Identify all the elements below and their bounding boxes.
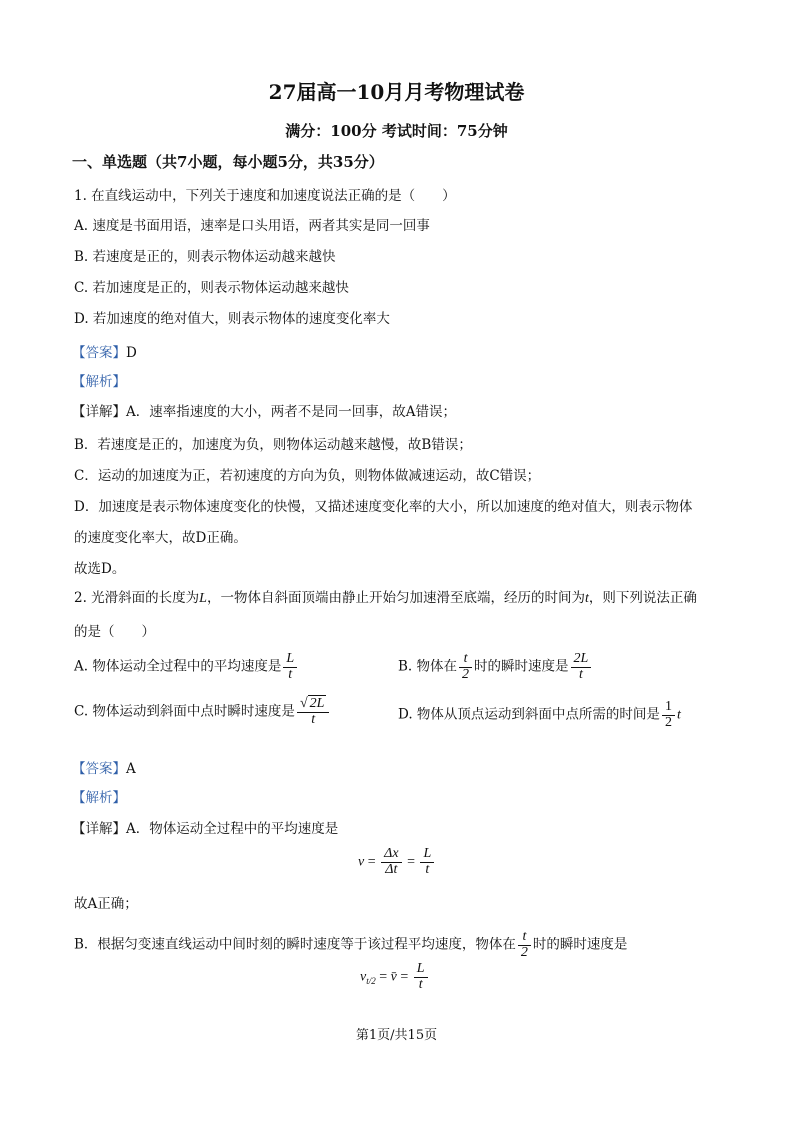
q1-stem: 1. 在直线运动中，下列关于速度和加速度说法正确的是（ ） (74, 188, 456, 204)
radicand: 2L (309, 696, 325, 711)
option-text: C. 物体运动到斜面中点时瞬时速度是 (74, 703, 295, 720)
var-L: L (199, 591, 207, 606)
q1-detail-d2: 的速度变化率大，故D正确。 (74, 530, 247, 546)
option-text: A. 物体运动全过程中的平均速度是 (74, 658, 282, 675)
q1-detail-b: B．若速度是正的，加速度为负，则物体运动越来越慢，故B错误； (74, 437, 472, 453)
q2-option-c (74, 697, 331, 727)
equals: = (400, 969, 409, 985)
detail-text: 时的瞬时速度是 (532, 936, 628, 953)
numerator: t (459, 652, 472, 668)
formula-midtime-velocity (360, 962, 430, 992)
denominator: t (311, 711, 316, 727)
answer-value: D (126, 345, 137, 361)
stem-text: ，一物体自斜面顶端由静止开始匀加速滑至底端，经历的时间为 (206, 590, 585, 606)
denominator: Δt (385, 861, 398, 877)
denominator: t (418, 976, 423, 992)
q1-analysis-tag: 【解析】 (72, 374, 126, 390)
option-text: 时的瞬时速度是 (474, 658, 569, 675)
fraction-t-over-2 (459, 652, 472, 682)
q2-option-d (398, 700, 681, 730)
q2-detail-b (74, 930, 627, 960)
denominator: t (288, 666, 293, 682)
q1-detail-c: C．运动的加速度为正，若初速度的方向为负，则物体做减速运动，故C错误； (74, 468, 541, 484)
numerator: L (283, 652, 297, 668)
page-footer: 第1页/共15页 (355, 1028, 438, 1043)
denominator: 2 (520, 944, 528, 960)
detail-tag: 【详解】 (72, 821, 126, 837)
subscript-den: 2 (371, 976, 376, 987)
detail-text: B．根据匀变速直线运动中间时刻的瞬时速度等于该过程平均速度，物体在 (74, 936, 516, 953)
q2-analysis-tag: 【解析】 (72, 790, 126, 806)
q1-answer (72, 341, 137, 361)
q1-detail-d1: D．加速度是表示物体速度变化的快慢，又描述速度变化率的大小，所以加速度的绝对值大，则表示物体 (74, 499, 693, 515)
q1-detail-a (72, 400, 456, 420)
q2-option-a (74, 652, 299, 682)
answer-value: A (126, 761, 136, 777)
answer-tag: 【答案】 (72, 345, 126, 361)
var-t: t (584, 591, 589, 606)
q1-option-a: A. 速度是书面用语，速率是口头用语，两者其实是同一回事 (74, 218, 430, 234)
stem-text: 2. 光滑斜面的长度为 (74, 590, 200, 606)
fraction-L-over-t (283, 652, 297, 682)
fraction-dx-over-dt (381, 847, 401, 877)
q1-option-c: C. 若加速度是正的，则表示物体运动越来越快 (74, 280, 349, 296)
equals: = (367, 854, 376, 870)
detail-tag: 【详解】 (72, 404, 126, 420)
q2-option-b (398, 652, 593, 682)
q1-option-d: D. 若加速度的绝对值大，则表示物体的速度变化率大 (74, 311, 390, 327)
numerator: 1 (662, 700, 675, 716)
equals: = (379, 969, 388, 985)
q2-stem-line2: 的是（ ） (74, 624, 155, 640)
answer-tag: 【答案】 (72, 761, 126, 777)
fraction-L-over-t (414, 962, 428, 992)
numerator: L (420, 847, 434, 863)
numerator: L (414, 962, 428, 978)
denominator: t (425, 861, 430, 877)
stem-text: ，则下列说法正确 (588, 590, 697, 606)
numerator: 2L (571, 652, 592, 668)
denominator: 2 (664, 714, 672, 730)
subscript: t/2 (366, 976, 376, 987)
fraction-1-over-2 (662, 700, 675, 730)
q2-stem-line1 (74, 586, 697, 607)
var-v: v (360, 969, 367, 985)
var-vbar: v̄ (390, 969, 397, 985)
numerator: t (518, 930, 531, 946)
var-t: t (676, 707, 681, 723)
q2-detail-a (72, 817, 338, 837)
numerator: Δx (381, 847, 401, 863)
fraction-2L-over-t (571, 652, 592, 682)
section-heading: 一、单选题（共7小题，每小题5分，共35分） (72, 153, 384, 171)
detail-text: A．物体运动全过程中的平均速度是 (126, 821, 339, 837)
q2-detail-a-end: 故A正确； (74, 896, 138, 912)
denominator: t (578, 666, 583, 682)
q1-conclusion: 故选D。 (74, 561, 126, 577)
var-v: v (358, 854, 365, 870)
exam-title: 27届高一10月月考物理试卷 (268, 80, 525, 104)
numerator: √ 2L (297, 697, 329, 713)
equals: = (407, 854, 415, 870)
exam-subtitle: 满分：100分 考试时间：75分钟 (285, 122, 508, 140)
option-text: B. 物体在 (398, 658, 458, 675)
subscript-num: t (366, 976, 369, 987)
q2-answer (72, 757, 136, 777)
formula-average-velocity (358, 847, 436, 877)
option-text: D. 物体从顶点运动到斜面中点所需的时间是 (398, 706, 660, 723)
q1-option-b: B. 若速度是正的，则表示物体运动越来越快 (74, 249, 336, 265)
fraction-t-over-2 (518, 930, 531, 960)
fraction-L-over-t (420, 847, 434, 877)
fraction-sqrt2L-over-t (297, 697, 329, 727)
denominator: 2 (462, 666, 470, 682)
detail-text: A．速率指速度的大小，两者不是同一回事，故A错误； (126, 404, 456, 420)
